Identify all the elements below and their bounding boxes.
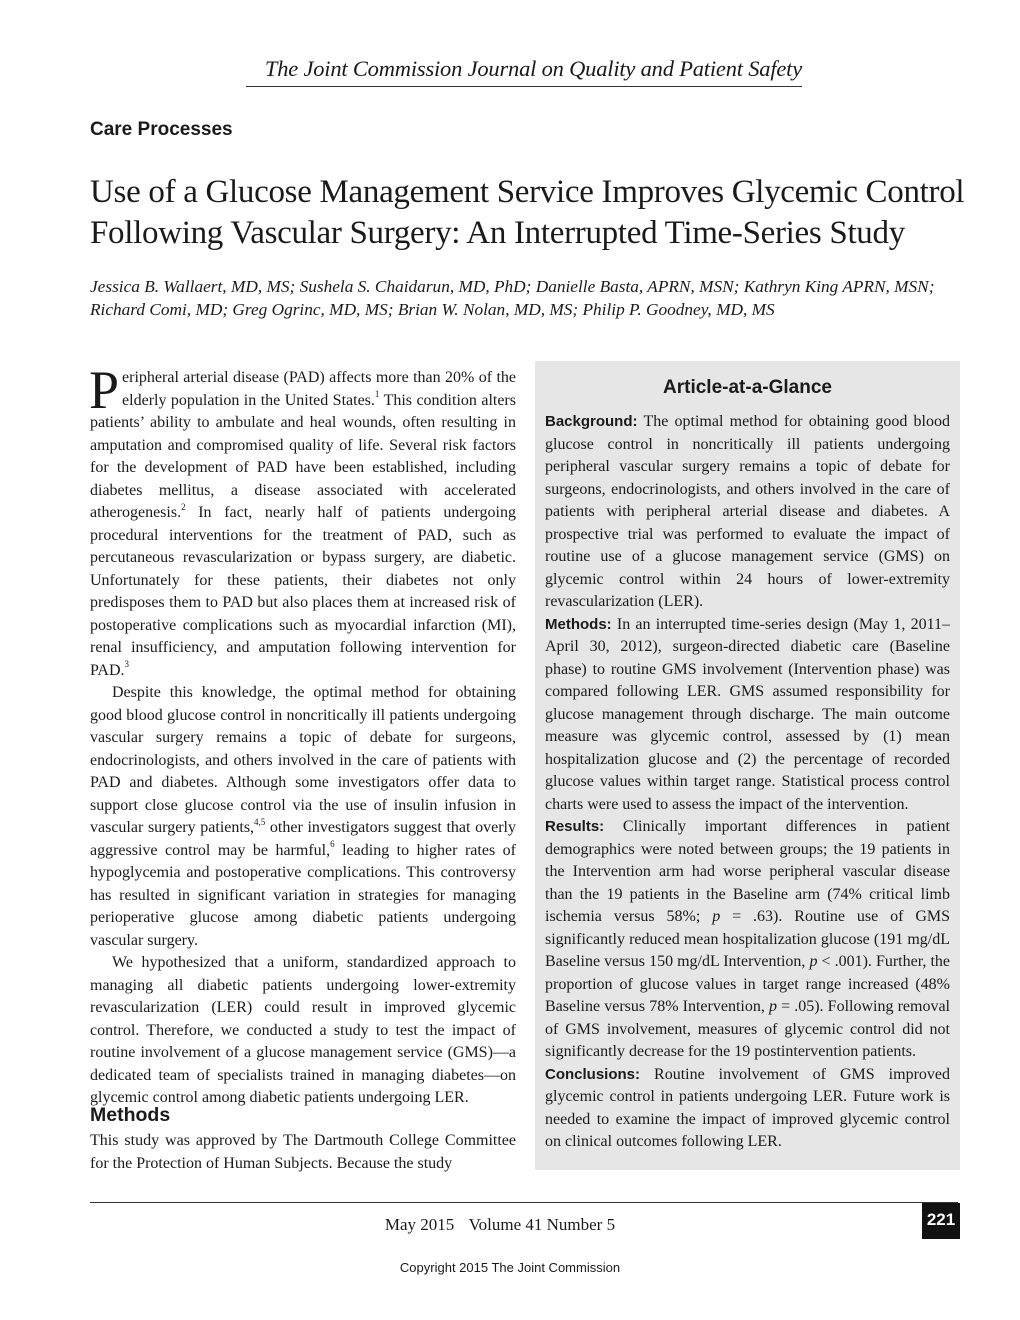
intro-paragraph: Peripheral arterial disease (PAD) affects more than 20% of the elderly population in the United States.$^1$ This condition alters patients’ ability to ambulate and heal wounds, often resulting in amputation and compromised quality of life. Several risk factors for the development of PAD have been established, including diabetes mellitus, a disease associated with accelerated atherogenesis.$^2$ In fact, nearly half of patients undergoing procedural interventions for the treatment of PAD, such as percutaneous revascularization or bypass surgery, are diabetic. Unfortunately for these patients, their diabetes not only predisposes them to PAD but also places them at increased risk of postoperative complications such as myocardial infarction (MI), renal insufficiency, and amputation following intervention for PAD.$^3$ [89,360,516,679]
glance-conclusions: Conclusions: Routine involvement of GMS improved glycemic control in patients undergoing LER. Future work is needed to examine the impact of improved glycemic control on clinical outcomes following LER. [545,1065,950,1150]
journal-name: The Joint Commission Journal on Quality and Patient Safety [264,56,802,81]
body-paragraph: Despite this knowledge, the optimal method for obtaining good blood glucose control in noncritically ill patients undergoing vascular surgery remains a topic of debate for surgeons, endocrinologists, and others involved in the care of patients with PAD and diabetes. Although some investigators offer data to support close glucose control via the use of insulin infusion in vascular surgery patients,$^{4,5}$ other investigators suggest that overly aggressive control may be harmful,$^6$ leading to higher rates of hypoglycemia and postoperative complications. This controversy has resulted in significant variation in strategies for managing perioperative glucose among diabetic patients undergoing vascular surgery. [90,684,516,949]
glance-title: Article-at-a-Glance [663,377,832,398]
glance-background: Background: The optimal method for obtaining good blood glucose control in noncritically ill patients undergoing peripheral vascular surgery remains a topic of debate for surgeons, endocrinologists, and others involved in the care of patients with peripheral arterial disease and diabetes. A prospective trial was performed to evaluate the impact of routine use of a glucose management service (GMS) on glycemic control within 24 hours of lower-extremity revascularization (LER). [545,413,950,610]
drop-cap: P [89,360,120,420]
issue-date: May 2015 [384,1215,455,1234]
body-paragraph: We hypothesized that a uniform, standardized approach to managing all diabetic patients undergoing lower-extremity revascularization (LER) could result in improved glycemic control. Therefore, we conducted a study to test the impact of routine involvement of a glucose management service (GMS)—a dedicated team of specialists trained in managing diabetes—on glycemic control among diabetic patients undergoing LER. [90,954,516,1106]
body-column [89,360,516,1110]
citation-ref: 1 [374,389,380,400]
article-at-a-glance-box [535,361,960,1170]
glance-methods: Methods: In an interrupted time-series design (May 1, 2011–April 30, 2012), surgeon-directed diabetic care (Baseline phase) to routine GMS involvement (Intervention phase) was compared following LER. GMS assumed responsibility for glucose management through discharge. The main outcome measure was glycemic control, assessed by (1) mean hospitalization glucose and (2) the percentage of recorded glucose values within target range. Statistical process control charts were used to assess the impact of the intervention. [545,615,950,813]
citation-ref: 3 [124,659,130,670]
methods-heading: Methods [90,1104,171,1126]
citation-ref: 6 [330,839,335,850]
copyright-notice: Copyright 2015 The Joint Commission [399,1260,621,1275]
citation-ref: 2 [181,501,186,512]
author-list: Jessica B. Wallaert, MD, MS; Sushela S. Chaidarun, MD, PhD; Danielle Basta, APRN, MSN; Kathryn King APRN, MSN; Richard Comi, MD; Greg Ogrinc, MD, MS; Brian W. Nolan, MD, MS; Philip P. Goodney, MD, MS [90,277,935,319]
section-label: Care Processes [90,119,233,140]
issue-info [200,1215,800,1235]
page-number: 221 [922,1203,960,1239]
citation-ref: 4,5 [254,816,266,827]
glance-results: Results: Clinically important differences in patient demographics were noted between groups; the 19 patients in the Intervention arm had worse peripheral vascular disease than the 19 patients in the Baseline arm (74% critical limb ischemia versus 58%; p = .63). Routine use of GMS significantly reduced mean hospitalization glucose (191 mg/dL Baseline versus 150 mg/dL Intervention, p < .001). Further, the proportion of glucose values in target range increased (48% Baseline versus 78% Intervention, p = .05). Following removal of GMS involvement, measures of glycemic control did not significantly decrease for the 19 postintervention patients. [545,818,951,1060]
footer-rule [90,1202,958,1203]
methods-text: This study was approved by The Dartmouth College Committee for the Protection of Human Subjects. Because the study [90,1132,516,1172]
glance-body [545,411,950,1154]
issue-volume: Volume 41 Number 5 [468,1215,616,1234]
header-rule [246,86,802,87]
article-title: Use of a Glucose Management Service Improves Glycemic Control Following Vascular Surgery: An Interrupted Time-Series Study [90,174,965,251]
